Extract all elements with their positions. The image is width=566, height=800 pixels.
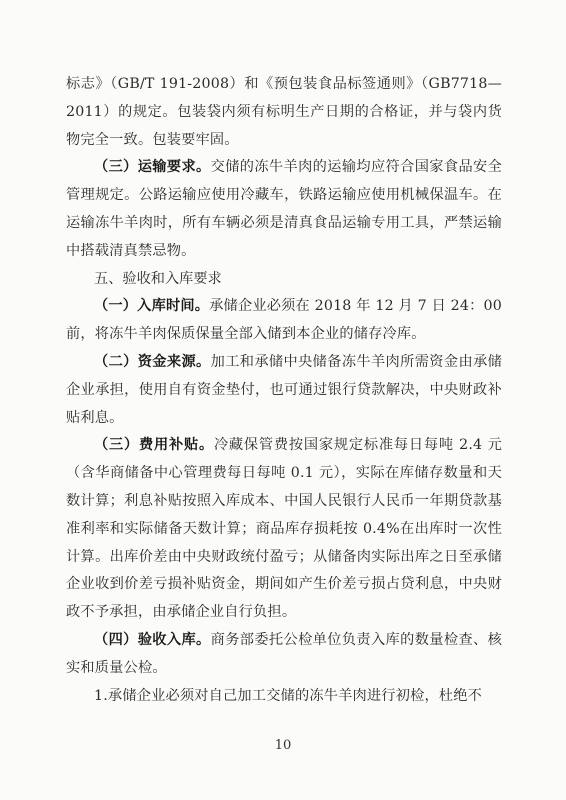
section-body-funding: 加工和承储中央储备冻牛羊肉所需资金由承储企业承担，使用自有资金垫付，也可通过银行贷款解决，中央财政补贴利息。 (66, 353, 502, 426)
paragraph-packaging-standards: 标志》（GB/T 191-2008）和《预包装食品标签通则》（GB7718—2011）的规定。包装袋内须有标明生产日期的合格证，并与袋内货物完全一致。包装要牢固。 (66, 76, 502, 148)
paragraph-storage-time (66, 293, 502, 349)
section-label-funding: （二）资金来源。 (94, 353, 211, 370)
page-number: 10 (274, 738, 292, 753)
section-body-subsidy: 冷藏保管费按国家规定标准每日每吨 2.4 元（含华商储备中心管理费每日每吨 0.1 元），实际在库储存数量和天数计算；利息补贴按照入库成本、中国人民银行人民币一年期贷款基准利率和实际储备天数计算；商品库存损耗按 0.4%在出库时一次性计算。出库价差由中央财政统付盈亏；从储备肉实际出库之日至承储企业收到价差亏损补贴资金，期间如产生价差亏损占贷利息，中央财政不予承担，由承储企业自行负担。 (66, 437, 502, 621)
section-label-storage-time: （一）入库时间。 (94, 298, 210, 315)
section-label-transport: （三）运输要求。 (94, 159, 211, 176)
paragraph-cost-subsidy (66, 432, 502, 627)
paragraph-inspection (66, 627, 502, 683)
section-body-transport: 交储的冻牛羊肉的运输均应符合国家食品安全管理规定。公路运输应使用冷藏车，铁路运输应使用机械保温车。在运输冻牛羊肉时，所有车辆必须是清真食品运输专用工具，严禁运输中搭载清真禁忌物。 (66, 159, 502, 259)
section-body-inspection: 商务部委托公检单位负责入库的数量检查、核实和质量公检。 (66, 631, 502, 676)
section-label-subsidy: （三）费用补贴。 (94, 437, 214, 454)
document-body (66, 71, 502, 710)
section-body-storage-time: 承储企业必须在 2018 年 12 月 7 日 24：00前，将冻牛羊肉保质保量全部入储到本企业的储存冷库。 (66, 298, 502, 343)
paragraph-funding-source (66, 349, 502, 432)
section-heading-acceptance: 五、验收和入库要求 (94, 270, 222, 287)
paragraph-transport-requirements (66, 154, 502, 265)
paragraph-initial-check: 1.承储企业必须对自己加工交储的冻牛羊肉进行初检，杜绝不 (94, 687, 483, 704)
section-label-inspection: （四）验收入库。 (94, 631, 211, 648)
